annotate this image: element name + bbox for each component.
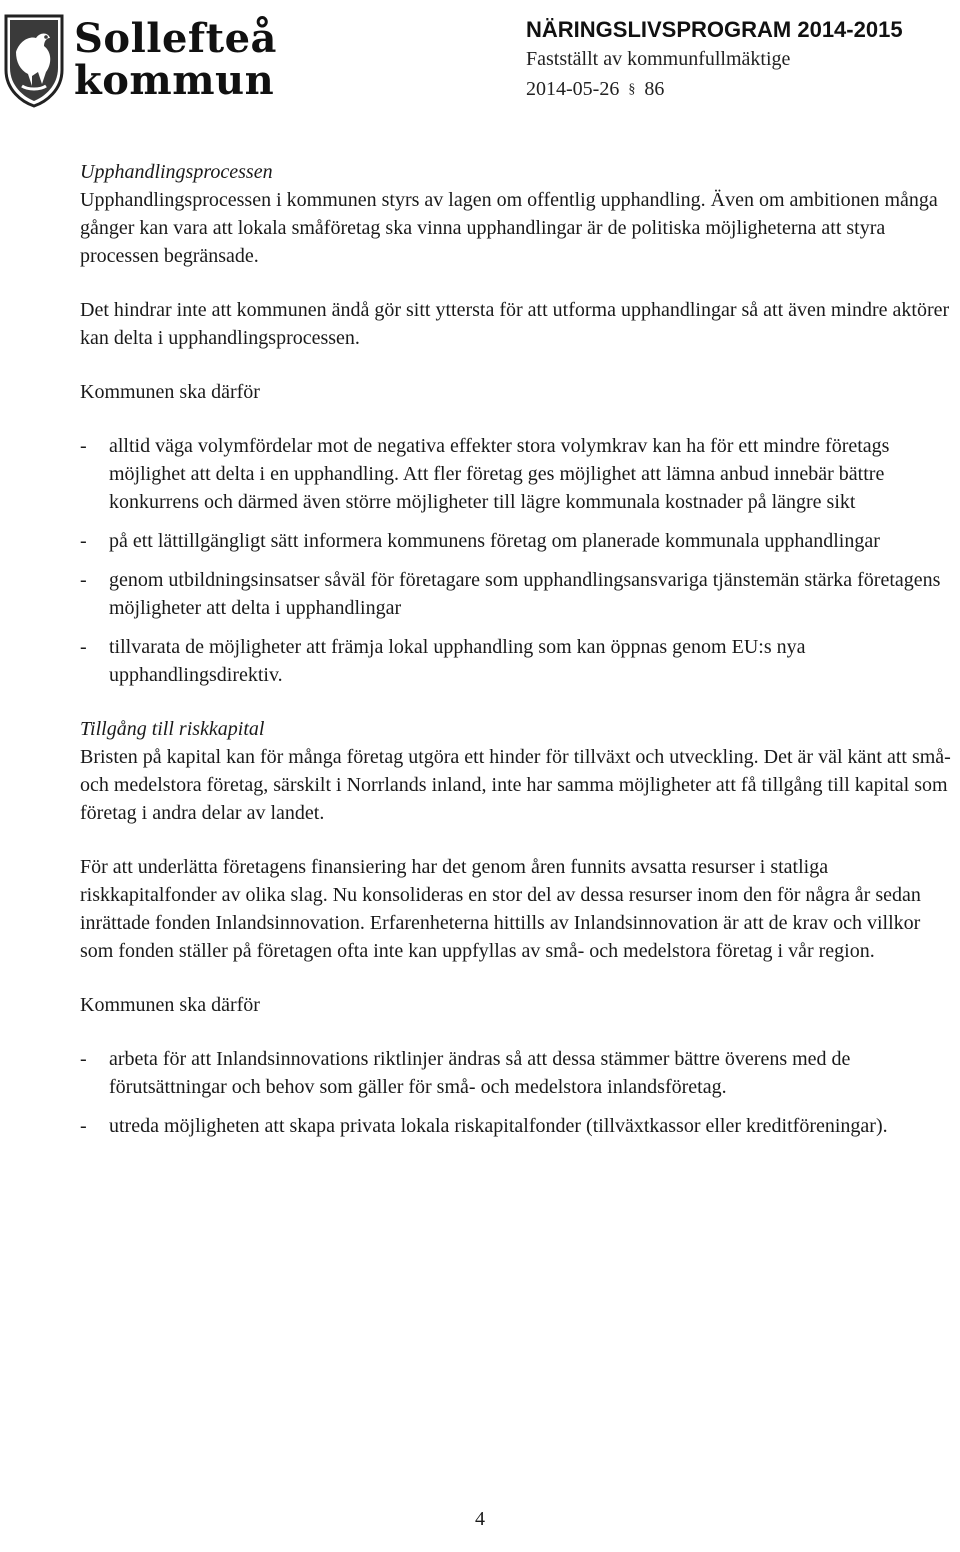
lead-text: Kommunen ska därför	[80, 381, 260, 403]
decision-date: 2014-05-26	[526, 78, 620, 100]
bullet-dash: -	[80, 1048, 87, 1070]
paragraph: Upphandlingsprocessen i kommunen styrs av lagen om offentlig upphandling. Även om ambitionen många gånger kan vara att lokala småföretag ska vinna upphandlingar är de politiska möjligheterna att styra processen begränsade.	[80, 189, 938, 267]
coat-of-arms-icon	[2, 12, 66, 108]
bullet-dash: -	[80, 1115, 87, 1137]
logo-wordmark	[74, 15, 277, 104]
list-item: - utreda möjligheten att skapa privata lokala riskapitalfonder (tillväxtkassor eller kreditföreningar).	[80, 1112, 956, 1140]
section-heading-procurement: Upphandlingsprocessen	[80, 161, 273, 183]
document-body	[80, 158, 956, 1140]
list-item: - arbeta för att Inlandsinnovations riktlinjer ändras så att dessa stämmer bättre överens med de förutsättningar och behov som gäller för små- och medelstora inlandsföretag.	[80, 1045, 956, 1101]
bullet-dash: -	[80, 569, 87, 591]
bullet-dash: -	[80, 636, 87, 658]
header-meta	[526, 16, 946, 105]
decision-ref	[526, 74, 946, 105]
paragraph: Det hindrar inte att kommunen ändå gör sitt yttersta för att utforma upphandlingar så att även mindre aktörer kan delta i upphandlingsprocessen.	[80, 299, 950, 349]
section-heading-risk-capital: Tillgång till riskkapital	[80, 718, 265, 740]
paragraph: För att underlätta företagens finansiering har det genom åren funnits avsatta resurser i statliga riskkapitalfonder av olika slag. Nu konsolideras en stor del av dessa resurser inom den för några år sedan inrättade fonden Inlandsinnovation. Erfarenheterna hittills av Inlandsinnovation är att de krav och villkor som fonden ställer på företagen ofta inte kan uppfyllas av små- och medelstora företag i vår region.	[80, 856, 921, 962]
municipality-logo	[0, 4, 277, 108]
page-number: 4	[475, 1508, 485, 1530]
paragraph: Bristen på kapital kan för många företag utgöra ett hinder för tillväxt och utveckling. Det är väl känt att små- och medelstora företag, särskilt i Norrlands inland, inte har samma möjligheter att få tillgång till kapital som företag i andra delar av landet.	[80, 746, 951, 824]
page-header	[0, 0, 960, 120]
paragraph-mark: §	[628, 82, 636, 97]
established-by: Fastställt av kommunfullmäktige	[526, 48, 791, 70]
program-title: NÄRINGSLIVSPROGRAM 2014-2015	[526, 17, 903, 42]
list-item: - på ett lättillgängligt sätt informera kommunens företag om planerade kommunala upphandlingar	[80, 527, 956, 555]
list-item: - genom utbildningsinsatser såväl för företagare som upphandlingsansvariga tjänstemän stärka företagens möjligheter att delta i upphandlingar	[80, 566, 956, 622]
list-item: - alltid väga volymfördelar mot de negativa effekter stora volymkrav kan ha för ett mindre företags möjlighet att delta i en upphandling. Att fler företag ges möjlighet att lämna anbud innebär bättre konkurrens och därmed även större möjligheter till lägre kommunala kostnader på längre sikt	[80, 432, 956, 516]
list-item: - tillvarata de möjligheter att främja lokal upphandling som kan öppnas genom EU:s nya upphandlingsdirektiv.	[80, 633, 956, 689]
paragraph-number: 86	[644, 78, 665, 100]
bullet-dash: -	[80, 530, 87, 552]
lead-text: Kommunen ska därför	[80, 994, 260, 1016]
logo-line-2: kommun	[74, 57, 275, 104]
bullet-dash: -	[80, 435, 87, 457]
logo-line-1: Sollefteå	[74, 15, 277, 62]
